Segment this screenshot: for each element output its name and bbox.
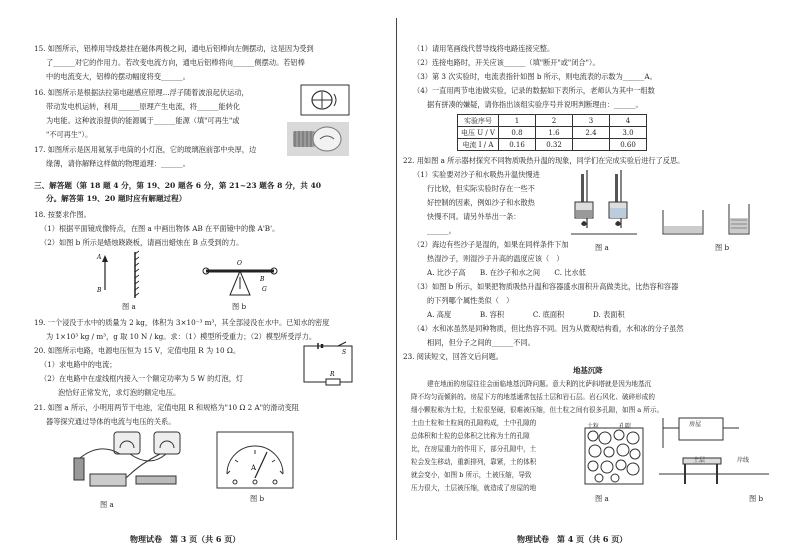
svg-text:S: S — [342, 349, 347, 356]
q22-fig-b-caption: 图 b — [715, 243, 730, 252]
page-right — [397, 0, 794, 560]
table-header-cell: 2 — [536, 115, 573, 127]
article-line2: 降不均匀而倾斜的。房屋下方的地基通常包括土层和岩石层。岩石风化、破碎形成的 — [411, 393, 655, 401]
heating-apparatus-figure — [567, 168, 647, 240]
q15-line1: 15. 如图所示，铝棒用导线悬挂在磁体两极之间，通电后铝棒向左侧摆动，这是因为受到 — [34, 44, 314, 53]
q21-sub3: （3）第 3 次实验时，电流表指针如图 b 所示，则电流表的示数为______A。 — [413, 72, 657, 81]
article-fig-b-caption: 图 b — [749, 494, 764, 503]
q20-line2: （1）求电路中的电流； — [40, 360, 117, 369]
table-row — [458, 127, 647, 139]
q20-line4: 泡恰好正常发光，求灯泡的额定电压。 — [58, 388, 181, 397]
svg-text:R: R — [330, 371, 335, 378]
right-page-footer: 物理试卷 第 4 页（共 6 页） — [517, 534, 628, 544]
candle-seesaw-figure — [200, 255, 280, 305]
table-cell: 0.60 — [610, 139, 647, 151]
q16-line1: 16. 如图所示是根据法拉第电磁感应原理...浮子随着波浪起伏运动， — [34, 88, 249, 97]
q22-line11: 的下列哪个属性类似（ ） — [427, 296, 514, 305]
containers-figure — [659, 200, 779, 240]
q22-line5: 快慢不同。请另外举出一条： — [427, 212, 521, 221]
section-title-cont: 分。解答第 19、20 题时应有解题过程） — [46, 194, 187, 203]
table-row-label: 电流 I / A — [458, 139, 499, 151]
q22-line6: ______。 — [427, 226, 456, 235]
table-row-label: 电压 U / V — [458, 127, 499, 139]
q17-line1: 17. 如图所示是医用氦氖手电筒的小灯泡，它的玻璃泡前部中央厚，边 — [34, 145, 257, 154]
q18-line3: （2）如图 b 所示是蜡烛跷跷板，请画出蜡烛在 B 点受到的力。 — [40, 238, 244, 247]
q22-line3: 行比较，但实际实验时存在一些不 — [427, 184, 535, 193]
q21-sub4: （4）一直用两节电池做实验，记录的数据如下表所示，老师认为其中一组数 — [413, 86, 655, 95]
article-line1: 建在地面的房屋往往会面临地基沉降问题。意大利的比萨斜塔就是因为地基沉 — [427, 380, 652, 388]
flashlight-bulb-photo — [287, 122, 349, 156]
table-cell: 1.6 — [536, 127, 573, 139]
q19-line1: 19. 一个浸没于水中的质量为 2 kg，体积为 3×10⁻³ m³，其全部浸没在水中。已知水的密度 — [34, 318, 330, 327]
table-header-cell: 实验序号 — [458, 115, 499, 127]
article-line4: 土由土粒和土粒间的孔隙构成，土中孔隙的 — [411, 419, 537, 427]
svg-text:B: B — [260, 276, 265, 283]
q21-line2: 器等探究通过导体的电流与电压的关系。 — [46, 417, 176, 426]
label-pore: 孔隙 — [619, 423, 632, 430]
q21-sub1: （1）请用笔画线代替导线将电路连接完整。 — [413, 44, 555, 53]
q18-line2: （1）根据平面镜成像特点，在图 a 中画出物体 AB 在平面镜中的像 A'B'。 — [40, 224, 280, 233]
q20-circuit-diagram — [298, 340, 358, 386]
q22-line12: A. 高度 B. 容积 C. 底面积 D. 表面积 — [427, 310, 625, 319]
table-header-cell: 1 — [499, 115, 536, 127]
article-line6: 比，在房屋重力的作用下，部分孔隙中，土 — [411, 445, 537, 453]
label-house: 房屋 — [689, 421, 702, 428]
q16-line2: 带动发电机运转，利用______原理产生电流，将______能转化 — [46, 102, 241, 111]
article-line8: 就会变小，如图 b 所示，土被压缩，导致 — [411, 471, 532, 479]
q21-apparatus-figure — [70, 428, 200, 498]
section-title: 三、解答题（第 18 题 4 分，第 19、20 题各 6 分，第 21~23 题各 8 分，共 40 — [34, 181, 322, 190]
svg-text:B: B — [97, 287, 102, 294]
svg-text:A: A — [251, 464, 257, 472]
label-base: 岸线 — [737, 457, 750, 464]
q20-line3: （2）在电路中在虚线框内接入一个额定功率为 5 W 的灯泡，灯 — [40, 374, 244, 383]
table-cell: 2.4 — [573, 127, 610, 139]
q22-line8: 热湿沙子，则湿沙子升高的温度应该（ ） — [427, 254, 564, 263]
q22-line9: A. 比沙子高 B. 在沙子和水之间 C. 比水低 — [427, 268, 586, 277]
table-header-cell: 4 — [610, 115, 647, 127]
q20-line1: 20. 如图所示电路，电源电压恒为 15 V，定值电阻 R 为 10 Ω。 — [34, 346, 241, 355]
q21-line1: 21. 如图 a 所示，小明用两节干电池，定值电阻 R 和规格为"10 Ω 2 A"的滑动变阻 — [34, 403, 299, 412]
q22-line2: （1）实验要对沙子和水吸热升温快慢进 — [413, 170, 540, 179]
q21-sub4-cont: 据有拼凑的嫌疑，请你指出该组实验序号并说明判断理由：______。 — [427, 100, 643, 109]
mirror-figure — [95, 250, 155, 300]
q21-sub2: （2）连接电路时，开关应该______（填"断开"或"闭合"）。 — [413, 58, 600, 67]
q19-line2: 为 1×10³ kg / m³，g 取 10 N / kg。求：（1）模型所受重力；（2）模型所受浮力。 — [46, 332, 317, 341]
fig-a-caption: 图 a — [122, 302, 136, 311]
article-line9: 压力很大，土层被压缩，就造成了房屋的地 — [411, 484, 537, 492]
q18-line1: 18. 按要求作图。 — [34, 210, 91, 219]
table-row — [458, 115, 647, 127]
table-row — [458, 139, 647, 151]
q23-title: 23. 阅读短文，回答文后问题。 — [403, 352, 503, 361]
q16-line3: 为电能。这种波浪提供的能源属于______能源（填"可再生"或 — [46, 116, 240, 125]
article-line5: 总体积和土粒的总体积之比称为土的孔隙 — [411, 432, 530, 440]
article-line7: 粒会发生移动，重新排列，靠紧，土的体积 — [411, 458, 537, 466]
q15-line2: 了______对它的作用力。若改变电流方向，通电后铝棒将向______侧摆动。若铝棒 — [46, 58, 305, 67]
q15-line3: 中的电流变大，铝棒的摆动幅度将变______。 — [46, 72, 190, 81]
article-fig-a-caption: 图 a — [595, 494, 609, 503]
article-title: 地基沉降 — [573, 366, 603, 375]
q16-line4: "不可再生"）。 — [46, 130, 93, 139]
q22-fig-a-caption: 图 a — [595, 243, 609, 252]
table-header-cell: 3 — [573, 115, 610, 127]
ammeter-dial-figure — [215, 430, 295, 490]
table-cell: 0.16 — [499, 139, 536, 151]
q22-line4: 好控制的因素，例如沙子和水散热 — [427, 198, 535, 207]
q22-line14: 相同，但分子之间的______不同。 — [427, 338, 535, 347]
table-cell: 3.0 — [610, 127, 647, 139]
q22-line13: （4）水和冰虽然是同种物质，但比热容不同。因为从微观结构看，水和冰的分子虽然 — [413, 324, 684, 333]
house-foundation-figure — [659, 410, 774, 490]
article-line3: 细小颗粒称为土粒，土粒很坚硬，很难被压缩，但土粒之间有很多孔隙，如图 a 所示。 — [411, 406, 664, 414]
left-page-footer: 物理试卷 第 3 页（共 6 页） — [130, 534, 241, 544]
fig-b-caption: 图 b — [232, 302, 247, 311]
label-soil: 土粒 — [587, 423, 600, 430]
table-cell: 0.32 — [536, 139, 573, 151]
svg-text:G: G — [262, 286, 267, 293]
table-cell — [573, 139, 610, 151]
label-land: 土层 — [693, 457, 706, 464]
table-cell: 0.8 — [499, 127, 536, 139]
q21-fig-b-caption: 图 b — [250, 494, 265, 503]
q17-line2: 缘薄，请你解释这样做的物理道理：______。 — [46, 159, 190, 168]
q21-fig-a-caption: 图 a — [100, 500, 114, 509]
q22-line1: 22. 用如图 a 所示器材探究不同物质吸热升温的现象，同学们在完成实验后进行了反思。 — [403, 156, 685, 165]
svg-text:O: O — [237, 260, 242, 267]
q22-line10: （3）如图 b 所示，如果把物质吸热升温和容器盛水面积升高做类比，比热容和容器 — [413, 282, 679, 291]
svg-text:A: A — [97, 254, 102, 261]
q22-line7: （2）海边有些沙子是湿的，如果在同样条件下加 — [413, 240, 569, 249]
wave-buoy-figure — [300, 84, 350, 116]
experiment-data-table — [457, 114, 647, 151]
